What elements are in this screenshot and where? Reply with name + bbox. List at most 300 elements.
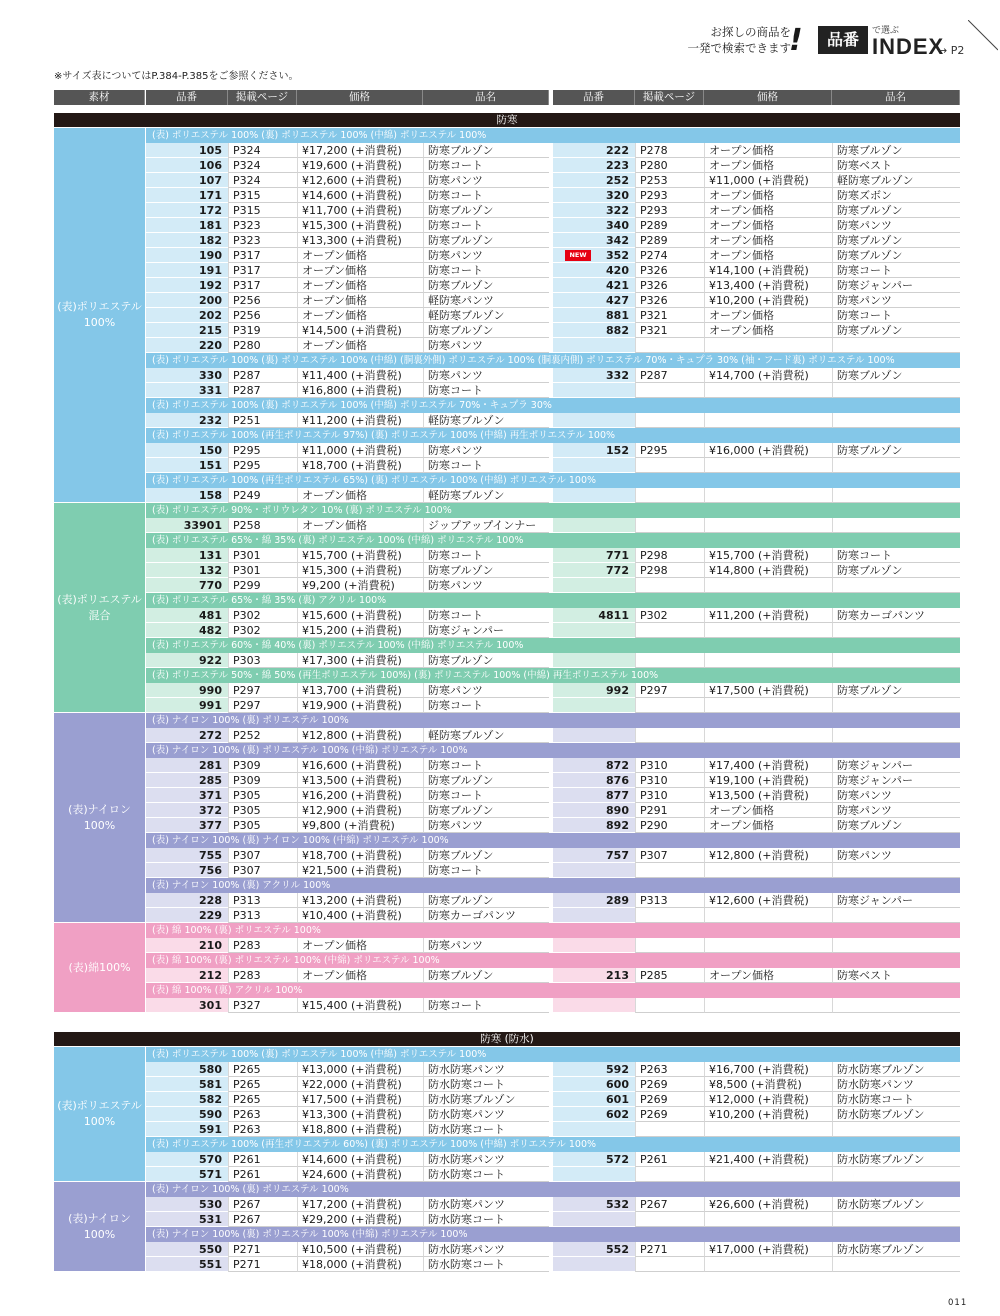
product-number[interactable]: 550: [146, 1242, 228, 1257]
product-number-right[interactable]: 877: [553, 788, 635, 803]
page-ref[interactable]: P267: [228, 1212, 297, 1227]
table-row: [146, 443, 960, 458]
page-ref-right[interactable]: P269: [635, 1092, 704, 1107]
page-ref[interactable]: P280: [228, 338, 297, 353]
price-right: [704, 938, 832, 953]
product-number[interactable]: 591: [146, 1122, 228, 1137]
price: ¥14,600 (+消費税): [297, 188, 423, 203]
product-number-right[interactable]: 213: [553, 968, 635, 983]
page-ref[interactable]: P267: [228, 1197, 297, 1212]
product-name: 防寒コート: [423, 188, 549, 203]
page-ref-right[interactable]: P269: [635, 1077, 704, 1092]
product-number[interactable]: 150: [146, 443, 228, 458]
page-ref-right[interactable]: P287: [635, 368, 704, 383]
page-ref[interactable]: P307: [228, 848, 297, 863]
product-number[interactable]: 181: [146, 218, 228, 233]
page-ref[interactable]: P287: [228, 368, 297, 383]
product-number[interactable]: 372: [146, 803, 228, 818]
price-right: オープン価格: [704, 323, 832, 338]
page-ref[interactable]: P307: [228, 863, 297, 878]
page-ref-right: [635, 938, 704, 953]
price: ¥18,800 (+消費税): [297, 1122, 423, 1137]
page-ref[interactable]: P295: [228, 443, 297, 458]
product-number-right[interactable]: 572: [553, 1152, 635, 1167]
page-ref-right[interactable]: P261: [635, 1152, 704, 1167]
index-page-link[interactable]: → P2: [938, 44, 965, 57]
price: ¥17,200 (+消費税): [297, 143, 423, 158]
page-ref[interactable]: P323: [228, 218, 297, 233]
table-row: [146, 1257, 960, 1272]
product-number[interactable]: 582: [146, 1092, 228, 1107]
page-ref[interactable]: P297: [228, 683, 297, 698]
page-ref-right[interactable]: P285: [635, 968, 704, 983]
table-row: [146, 1092, 960, 1107]
product-name-right: 防寒ブルゾン: [832, 203, 960, 218]
table-row: [146, 548, 960, 563]
page-ref[interactable]: P249: [228, 488, 297, 503]
product-number[interactable]: 530: [146, 1197, 228, 1212]
product-number[interactable]: 756: [146, 863, 228, 878]
price-right: [704, 458, 832, 473]
price-right: ¥17,400 (+消費税): [704, 758, 832, 773]
product-number-right: [553, 938, 635, 953]
page-ref-right: [635, 1212, 704, 1227]
material-label: [54, 1047, 145, 1181]
material-subheader: (表) ポリエステル 100% (裏) ポリエステル 100% (中綿) ポリエステル 100%: [146, 128, 960, 143]
page-ref-right: [635, 698, 704, 713]
page-ref-right[interactable]: P267: [635, 1197, 704, 1212]
product-number-right[interactable]: 252: [553, 173, 635, 188]
price: ¥21,500 (+消費税): [297, 863, 423, 878]
page-ref[interactable]: P263: [228, 1107, 297, 1122]
page-ref[interactable]: P305: [228, 788, 297, 803]
page-ref[interactable]: P252: [228, 728, 297, 743]
product-number-right[interactable]: 289: [553, 893, 635, 908]
product-number-right[interactable]: 552: [553, 1242, 635, 1257]
page-ref-right[interactable]: P321: [635, 308, 704, 323]
product-name-right: 防寒ジャンパー: [832, 893, 960, 908]
material-label: [54, 1182, 145, 1271]
product-number[interactable]: 331: [146, 383, 228, 398]
product-number[interactable]: 330: [146, 368, 228, 383]
material-subheader: (表) ポリエステル 65%・綿 35% (裏) アクリル 100%: [146, 593, 960, 608]
price: ¥14,600 (+消費税): [297, 1152, 423, 1167]
product-number[interactable]: 571: [146, 1167, 228, 1182]
product-number[interactable]: 132: [146, 563, 228, 578]
material-subheader: (表) ポリエステル 65%・綿 35% (裏) ポリエステル 100% (中綿) ポリエステル 100%: [146, 533, 960, 548]
product-number-right[interactable]: 332: [553, 368, 635, 383]
page-ref[interactable]: P324: [228, 173, 297, 188]
product-number[interactable]: 131: [146, 548, 228, 563]
product-name: 軽防寒ブルゾン: [423, 413, 549, 428]
product-number-right[interactable]: 592: [553, 1062, 635, 1077]
product-number[interactable]: 151: [146, 458, 228, 473]
table-row: [146, 788, 960, 803]
product-number[interactable]: 182: [146, 233, 228, 248]
material-label-line: 100%: [83, 1227, 116, 1241]
page-ref[interactable]: P305: [228, 818, 297, 833]
price: オープン価格: [297, 293, 423, 308]
product-number-right: [553, 1122, 635, 1137]
price: ¥11,200 (+消費税): [297, 413, 423, 428]
page-ref[interactable]: P283: [228, 938, 297, 953]
page-ref[interactable]: P324: [228, 158, 297, 173]
page-ref[interactable]: P315: [228, 203, 297, 218]
product-number-right[interactable]: 223: [553, 158, 635, 173]
product-number-right[interactable]: 771: [553, 548, 635, 563]
product-number[interactable]: 107: [146, 173, 228, 188]
product-name: 防寒ジャンパー: [423, 623, 549, 638]
page-ref[interactable]: P315: [228, 188, 297, 203]
product-number-right[interactable]: 890: [553, 803, 635, 818]
page-ref-right[interactable]: P302: [635, 608, 704, 623]
product-name: 軽防寒ブルゾン: [423, 728, 549, 743]
product-number[interactable]: 301: [146, 998, 228, 1013]
material-subheader: (表) ポリエステル 100% (裏) ポリエステル 100% (中綿) ポリエステル 100%: [146, 1047, 960, 1062]
product-number-right[interactable]: 352: [553, 248, 635, 263]
page-ref[interactable]: P324: [228, 143, 297, 158]
price-right: オープン価格: [704, 218, 832, 233]
price: ¥9,200 (+消費税): [297, 578, 423, 593]
page-ref-right[interactable]: P263: [635, 1062, 704, 1077]
page-ref-right[interactable]: P297: [635, 683, 704, 698]
page-ref[interactable]: P283: [228, 968, 297, 983]
product-number-right: [553, 578, 635, 593]
product-number[interactable]: 190: [146, 248, 228, 263]
product-number-right[interactable]: 420: [553, 263, 635, 278]
page-ref[interactable]: P271: [228, 1242, 297, 1257]
product-number-right[interactable]: 992: [553, 683, 635, 698]
table-row: [146, 188, 960, 203]
material-label-line: 100%: [83, 316, 116, 329]
price: ¥17,300 (+消費税): [297, 653, 423, 668]
price-right: [704, 698, 832, 713]
price: ¥10,500 (+消費税): [297, 1242, 423, 1257]
table-row: [146, 893, 960, 908]
product-name: 防寒パンツ: [423, 683, 549, 698]
product-name: 防水防寒コート: [423, 1167, 549, 1182]
product-number[interactable]: 991: [146, 698, 228, 713]
product-name-right: [832, 998, 960, 1013]
table-row: [146, 908, 960, 923]
product-number[interactable]: 770: [146, 578, 228, 593]
product-number[interactable]: 33901: [146, 518, 228, 533]
page-ref-right[interactable]: P291: [635, 803, 704, 818]
price-right: ¥16,000 (+消費税): [704, 443, 832, 458]
product-number[interactable]: 481: [146, 608, 228, 623]
product-name-right: [832, 863, 960, 878]
product-number[interactable]: 580: [146, 1062, 228, 1077]
page-ref-right[interactable]: P298: [635, 548, 704, 563]
table-row: [146, 578, 960, 593]
product-number-right[interactable]: 876: [553, 773, 635, 788]
product-number[interactable]: 191: [146, 263, 228, 278]
product-name: 防寒パンツ: [423, 368, 549, 383]
price: オープン価格: [297, 518, 423, 533]
product-number-right[interactable]: 532: [553, 1197, 635, 1212]
product-name-right: [832, 938, 960, 953]
page-ref[interactable]: P251: [228, 413, 297, 428]
table-row: [146, 218, 960, 233]
page-ref[interactable]: P256: [228, 293, 297, 308]
page-ref-right: [635, 1167, 704, 1182]
product-number-right[interactable]: 872: [553, 758, 635, 773]
product-name-right: 防寒パンツ: [832, 788, 960, 803]
product-number-right[interactable]: 152: [553, 443, 635, 458]
page-ref[interactable]: P265: [228, 1062, 297, 1077]
material-subheader: (表) 綿 100% (裏) ポリエステル 100% (中綿) ポリエステル 100%: [146, 953, 960, 968]
price-right: ¥19,100 (+消費税): [704, 773, 832, 788]
select-by-label: で選ぶ: [872, 26, 900, 36]
product-name-right: [832, 338, 960, 353]
product-number-right: [553, 383, 635, 398]
table-row: [146, 773, 960, 788]
product-number[interactable]: 590: [146, 1107, 228, 1122]
product-number[interactable]: 531: [146, 1212, 228, 1227]
page-ref[interactable]: P258: [228, 518, 297, 533]
material-label-line: (表)ナイロン: [68, 802, 131, 816]
page-ref-right[interactable]: P313: [635, 893, 704, 908]
page-ref-right[interactable]: P269: [635, 1107, 704, 1122]
product-number[interactable]: 755: [146, 848, 228, 863]
product-number[interactable]: 281: [146, 758, 228, 773]
product-name: 防寒パンツ: [423, 578, 549, 593]
index-header-tab[interactable]: [676, 20, 998, 66]
product-name-right: 防寒ブルゾン: [832, 818, 960, 833]
page-ref[interactable]: P265: [228, 1092, 297, 1107]
product-name: 軽防寒ブルゾン: [423, 308, 549, 323]
page-ref[interactable]: P323: [228, 233, 297, 248]
page-ref-right[interactable]: P310: [635, 788, 704, 803]
page-ref[interactable]: P301: [228, 548, 297, 563]
product-name: 防水防寒コート: [423, 1257, 549, 1272]
product-name: 防寒コート: [423, 218, 549, 233]
page-ref-right[interactable]: P271: [635, 1242, 704, 1257]
material-label-line: (表)ポリエステル: [57, 300, 142, 313]
product-name-right: 防寒ベスト: [832, 158, 960, 173]
product-number[interactable]: 377: [146, 818, 228, 833]
page-ref-right[interactable]: P289: [635, 233, 704, 248]
page-ref-right[interactable]: P253: [635, 173, 704, 188]
page-ref[interactable]: P297: [228, 698, 297, 713]
product-name: 防水防寒パンツ: [423, 1062, 549, 1077]
product-number-right[interactable]: 600: [553, 1077, 635, 1092]
product-name-right: 防寒ジャンパー: [832, 278, 960, 293]
page-number: 011: [948, 1298, 968, 1308]
price-right: ¥17,000 (+消費税): [704, 1242, 832, 1257]
product-number-right[interactable]: 340: [553, 218, 635, 233]
table-row: [146, 848, 960, 863]
page-ref-right[interactable]: P278: [635, 143, 704, 158]
page-ref[interactable]: P301: [228, 563, 297, 578]
product-number-right[interactable]: 772: [553, 563, 635, 578]
product-number[interactable]: 482: [146, 623, 228, 638]
product-name-right: [832, 1167, 960, 1182]
product-name: 防寒ブルゾン: [423, 278, 549, 293]
product-number[interactable]: 106: [146, 158, 228, 173]
price-right: オープン価格: [704, 818, 832, 833]
material-subheader: (表) ポリエステル 100% (裏) ポリエステル 100% (中綿) (胴裏外側) ポリエステル 100% (胴裏内側) ポリエステル 70%・キュプラ 30% (袖・フード裏) ポリエステル 100%: [146, 353, 960, 368]
page-ref-right[interactable]: P293: [635, 203, 704, 218]
page-ref[interactable]: P309: [228, 773, 297, 788]
product-name-right: 軽防寒ブルゾン: [832, 173, 960, 188]
page-ref[interactable]: P271: [228, 1257, 297, 1272]
table-row: [146, 1212, 960, 1227]
product-number[interactable]: 285: [146, 773, 228, 788]
product-number[interactable]: 192: [146, 278, 228, 293]
page-ref-right[interactable]: P289: [635, 218, 704, 233]
page-ref[interactable]: P299: [228, 578, 297, 593]
page-ref[interactable]: P317: [228, 278, 297, 293]
price-right: ¥13,500 (+消費税): [704, 788, 832, 803]
product-number-right: [553, 338, 635, 353]
page-ref[interactable]: P305: [228, 803, 297, 818]
product-number[interactable]: 581: [146, 1077, 228, 1092]
index-title: INDEX: [872, 34, 945, 59]
product-number[interactable]: 172: [146, 203, 228, 218]
product-number-right[interactable]: 342: [553, 233, 635, 248]
table-row: [146, 818, 960, 833]
table-row: [146, 518, 960, 533]
product-number[interactable]: 272: [146, 728, 228, 743]
price: ¥17,500 (+消費税): [297, 1092, 423, 1107]
page-ref[interactable]: P303: [228, 653, 297, 668]
page-ref[interactable]: P265: [228, 1077, 297, 1092]
product-number-right[interactable]: 421: [553, 278, 635, 293]
page-ref[interactable]: P317: [228, 248, 297, 263]
product-number[interactable]: 210: [146, 938, 228, 953]
page-ref-right[interactable]: P326: [635, 263, 704, 278]
product-name-right: 防寒コート: [832, 308, 960, 323]
product-number[interactable]: 202: [146, 308, 228, 323]
product-number-right[interactable]: 4811: [553, 608, 635, 623]
product-name: 防寒コート: [423, 158, 549, 173]
product-number-right[interactable]: 322: [553, 203, 635, 218]
product-number[interactable]: 551: [146, 1257, 228, 1272]
product-number[interactable]: 229: [146, 908, 228, 923]
page-ref-right[interactable]: P274: [635, 248, 704, 263]
page-ref-right[interactable]: P321: [635, 323, 704, 338]
page-ref[interactable]: P261: [228, 1167, 297, 1182]
table-row: [146, 278, 960, 293]
table-row: [146, 863, 960, 878]
product-number[interactable]: 105: [146, 143, 228, 158]
product-number[interactable]: 212: [146, 968, 228, 983]
price: ¥10,400 (+消費税): [297, 908, 423, 923]
price: オープン価格: [297, 338, 423, 353]
page-ref-right: [635, 578, 704, 593]
page-ref-right[interactable]: P307: [635, 848, 704, 863]
material-label-line: (表)ポリエステル: [57, 1099, 142, 1112]
product-number[interactable]: 922: [146, 653, 228, 668]
product-number-right[interactable]: 757: [553, 848, 635, 863]
material-label-line: 混合: [88, 608, 111, 622]
page-ref[interactable]: P319: [228, 323, 297, 338]
product-name: 防水防寒パンツ: [423, 1107, 549, 1122]
page-ref[interactable]: P317: [228, 263, 297, 278]
product-number[interactable]: 171: [146, 188, 228, 203]
price: ¥15,400 (+消費税): [297, 998, 423, 1013]
product-number[interactable]: 570: [146, 1152, 228, 1167]
product-number-right[interactable]: 882: [553, 323, 635, 338]
product-number-right[interactable]: 222: [553, 143, 635, 158]
page-ref[interactable]: P295: [228, 458, 297, 473]
col-number: 品番: [146, 90, 228, 105]
product-name-right: [832, 1122, 960, 1137]
section-title: 防寒: [54, 113, 960, 127]
price: オープン価格: [297, 278, 423, 293]
product-name-right: [832, 488, 960, 503]
page-ref-right[interactable]: P280: [635, 158, 704, 173]
product-number[interactable]: 990: [146, 683, 228, 698]
product-name: ジップアップインナー: [423, 518, 549, 533]
page-ref-right[interactable]: P310: [635, 758, 704, 773]
product-number-right[interactable]: 601: [553, 1092, 635, 1107]
page-ref-right: [635, 338, 704, 353]
product-name: 防寒ブルゾン: [423, 563, 549, 578]
price-right: オープン価格: [704, 188, 832, 203]
product-number-right[interactable]: 602: [553, 1107, 635, 1122]
new-badge: NEW: [565, 250, 591, 261]
page-ref[interactable]: P302: [228, 608, 297, 623]
product-number[interactable]: 232: [146, 413, 228, 428]
product-number-right[interactable]: 892: [553, 818, 635, 833]
page-ref-right[interactable]: P326: [635, 293, 704, 308]
product-name-right: 防寒パンツ: [832, 218, 960, 233]
page-ref[interactable]: P256: [228, 308, 297, 323]
page-ref[interactable]: P327: [228, 998, 297, 1013]
page-ref[interactable]: P302: [228, 623, 297, 638]
product-name: 防寒コート: [423, 758, 549, 773]
price-right: [704, 338, 832, 353]
price-right: ¥11,000 (+消費税): [704, 173, 832, 188]
page-ref[interactable]: P261: [228, 1152, 297, 1167]
product-number[interactable]: 228: [146, 893, 228, 908]
col-material: 素材: [54, 90, 145, 105]
product-name-right: 防寒ブルゾン: [832, 683, 960, 698]
page-ref[interactable]: P313: [228, 908, 297, 923]
page-ref[interactable]: P263: [228, 1122, 297, 1137]
page-ref[interactable]: P309: [228, 758, 297, 773]
product-number[interactable]: 371: [146, 788, 228, 803]
page-ref-right: [635, 1122, 704, 1137]
table-row: [146, 803, 960, 818]
product-number-right[interactable]: 427: [553, 293, 635, 308]
page-ref[interactable]: P287: [228, 383, 297, 398]
price-right: ¥14,800 (+消費税): [704, 563, 832, 578]
page-ref-right[interactable]: P326: [635, 278, 704, 293]
page-ref-right[interactable]: P290: [635, 818, 704, 833]
table-row: [146, 143, 960, 158]
product-number[interactable]: 220: [146, 338, 228, 353]
page-ref-right[interactable]: P293: [635, 188, 704, 203]
product-number[interactable]: 200: [146, 293, 228, 308]
price-right: ¥10,200 (+消費税): [704, 293, 832, 308]
price: ¥11,700 (+消費税): [297, 203, 423, 218]
product-number-right[interactable]: 881: [553, 308, 635, 323]
product-number[interactable]: 158: [146, 488, 228, 503]
price-right: ¥17,500 (+消費税): [704, 683, 832, 698]
page-ref[interactable]: P313: [228, 893, 297, 908]
price-right: [704, 623, 832, 638]
page-ref-right[interactable]: P298: [635, 563, 704, 578]
product-number-right[interactable]: 320: [553, 188, 635, 203]
page-ref-right[interactable]: P295: [635, 443, 704, 458]
product-number-right: [553, 698, 635, 713]
product-number[interactable]: 215: [146, 323, 228, 338]
product-name-right: [832, 458, 960, 473]
page-ref-right[interactable]: P310: [635, 773, 704, 788]
